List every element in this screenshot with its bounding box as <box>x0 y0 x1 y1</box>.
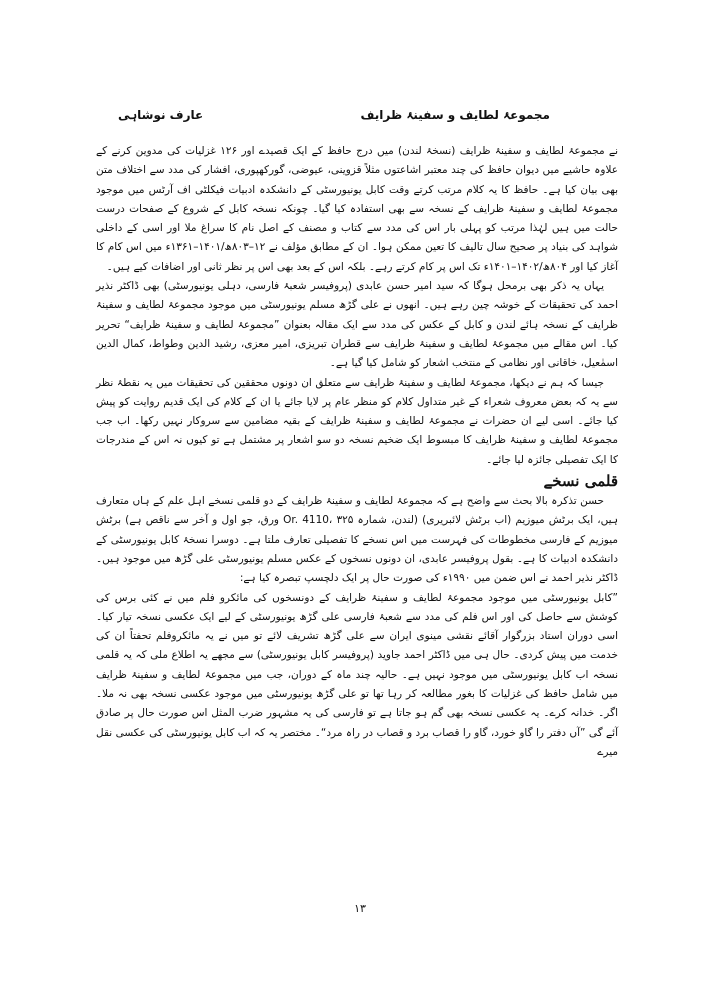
running-header-title: مجموعۂ لطایف و سفینۂ ظرایف <box>360 108 550 122</box>
section-heading: قلمی نسخے <box>543 472 618 491</box>
paragraph-2: یہاں یہ ذکر بھی برمحل ہوگا کہ سید امیر حسن عابدی (پروفیسر شعبۂ فارسی، دہلی یونیورسٹی) بھی ڈاکٹر نذیر احمد کی تحقیقات کے خوشہ چین رہے ہیں۔ انھوں نے علی گڑھ مسلم یونیورسٹی میں موجود مجموعۂ لطایف و سفینۂ ظرایف کے نسخہ ہائے لندن و کابل کے عکس کی مدد سے ایک مقالہ بعنوان ”مجموعۂ لطایف و سفینۂ ظرایف“ تحریر کیا۔ اس مقالے میں مجموعۂ لطایف و سفینۂ ظرایف سے قطران تبریزی، امیر معزی، رشید الدین وطواط، کمال الدین اسمٰعیل، خاقانی اور نظامی کے منتخب اشعار کو شامل کیا گیا ہے۔ <box>96 280 618 370</box>
paragraph-1: نے مجموعۂ لطایف و سفینۂ ظرایف (نسخۂ لندن) میں درج حافظ کے ایک قصیدے اور ۱۲۶ غزلیات کی مدوین کرنے کے علاوہ حاشیے میں دیوان حافظ کی چند معتبر اشاعتوں مثلاً قزوینی، عیوضی، گورکھپوری، افشار کی مدد سے اختلاف متن بھی بیان کیا ہے۔ حافظ کا یہ کلام مرتب کرتے وقت کابل یونیورسٹی کے دانشکدہ ادبیات فیکلٹی اف آرٹس میں موجود مجموعۂ لطایف و سفینۂ ظرایف کے نسخہ سے بھی استفادہ کیا گیا۔ چونکہ نسخہ کابل کے شروع کے صفحات درست حالت میں ہیں لہٰذا مرتب کو پہلی بار اس کی مدد سے کتاب و مصنف کے اصل نام کا سراغ ملا اور اسی کے داخلی شواہد کی بنیاد پر صحیح سال تالیف کا تعین ممکن ہوا۔ ان کے مطابق مؤلف نے ۱۲–۸۰۳ھ/۱۴۰۱–۱۳۶۱ء میں اس کام کا آغاز کیا اور ۸۰۴ھ/۱۴۰۲–۱۴۰۱ء تک اس پر کام کرتے رہے۔ بلکہ اس کے بعد بھی اس پر نظر ثانی اور اضافات کیے ہیں۔ <box>96 145 618 273</box>
page-body <box>96 142 618 762</box>
block-quote: ”کابل یونیورسٹی میں موجود مجموعۂ لطایف و سفینۂ ظرایف کے دونسخوں کی مائکرو فلم میں نے کئی برس کی کوشش سے حاصل کی اور اس فلم کی مدد سے شعبۂ فارسی علی گڑھ یونیورسٹی کے لیے ایک عکسی نسخہ تیار کیا۔ اسی دوران استاد بزرگوار آقائے نقشی مینوی ایران سے علی گڑھ تشریف لائے تو میں نے یہ مائکروفلم تحفتاً ان کی خدمت میں پیش کردی۔ حال ہی میں ڈاکٹر احمد جاوید (پروفیسر کابل یونیورسٹی) سے مجھے یہ اطلاع ملی کہ یہ قلمی نسخہ اب کابل یونیورسٹی میں موجود نہیں ہے۔ حالیہ چند ماہ کے دوران، جب میں مجموعۂ لطایف و سفینۂ ظرایف میں شامل حافظ کی غزلیات کا بغور مطالعہ کر رہا تھا تو علی گڑھ یونیورسٹی میں موجود عکسی نسخہ بھی نہ ملا۔ اگر۔ خدانہ کرے۔ یہ عکسی نسخہ بھی گم ہو جاتا ہے تو فارسی کی یہ مشہور ضرب المثل اس صورت حال پر صادق آئے گی ”آں دفتر را گاو خورد، گاو را قصاب برد و قصاب در راہ مرد“۔ مختصر یہ کہ اب کابل یونیورسٹی کی عکسی نقل میرے <box>96 591 618 758</box>
paragraph-3: جیسا کہ ہم نے دیکھا، مجموعۂ لطایف و سفینۂ ظرایف سے متعلق ان دونوں محققین کی تحقیقات میں یہ نقطۂ نظر سے یہ کہ بعض معروف شعراء کے غیر متداول کلام کو منظر عام پر لایا جائے یا ان کے کلام کی ایک قدیم روایت کو پیش کیا جائے۔ اسی لیے ان حضرات نے مجموعۂ لطایف و سفینۂ ظرایف کے بقیہ مضامین سے سروکار نہیں رکھا۔ اب جب مجموعۂ لطایف و سفینۂ ظرایف کا مبسوط ایک ضخیم نسخہ دو سو اشعار پر مشتمل ہے تو کیوں نہ اس کے مندرجات کا ایک تفصیلی جائزہ لیا جائے۔ <box>96 376 618 466</box>
section-paragraph: حسن تذکرہ بالا بحث سے واضح ہے کہ مجموعۂ لطایف و سفینۂ ظرایف کے دو قلمی نسخے اہل علم کے ہاں متعارف ہیں، ایک برٹش میوزیم (اب برٹش لائبریری) (لندن، شمارہ Or. 4110، ۳۲۵ ورق، جو اول و آخر سے ناقص ہے) برٹش میوزیم کے فارسی مخطوطات کی فہرست میں اس نسخے کا تفصیلی تعارف ملتا ہے۔ دوسرا نسخۂ کابل یونیورسٹی کے دانشکدہ ادبیات کا ہے۔ بقول پروفیسر عابدی، ان دونوں نسخوں کے عکس مسلم یونیورسٹی علی گڑھ میں موجود ہیں۔ ڈاکٹر نذیر احمد نے اس ضمن میں ۱۹۹۰ء کی صورت حال پر ایک دلچسپ تبصرہ کیا ہے: <box>96 495 618 585</box>
running-header-author: عارف نوشاہی <box>118 108 204 122</box>
page-number: ۱۳ <box>354 902 366 915</box>
